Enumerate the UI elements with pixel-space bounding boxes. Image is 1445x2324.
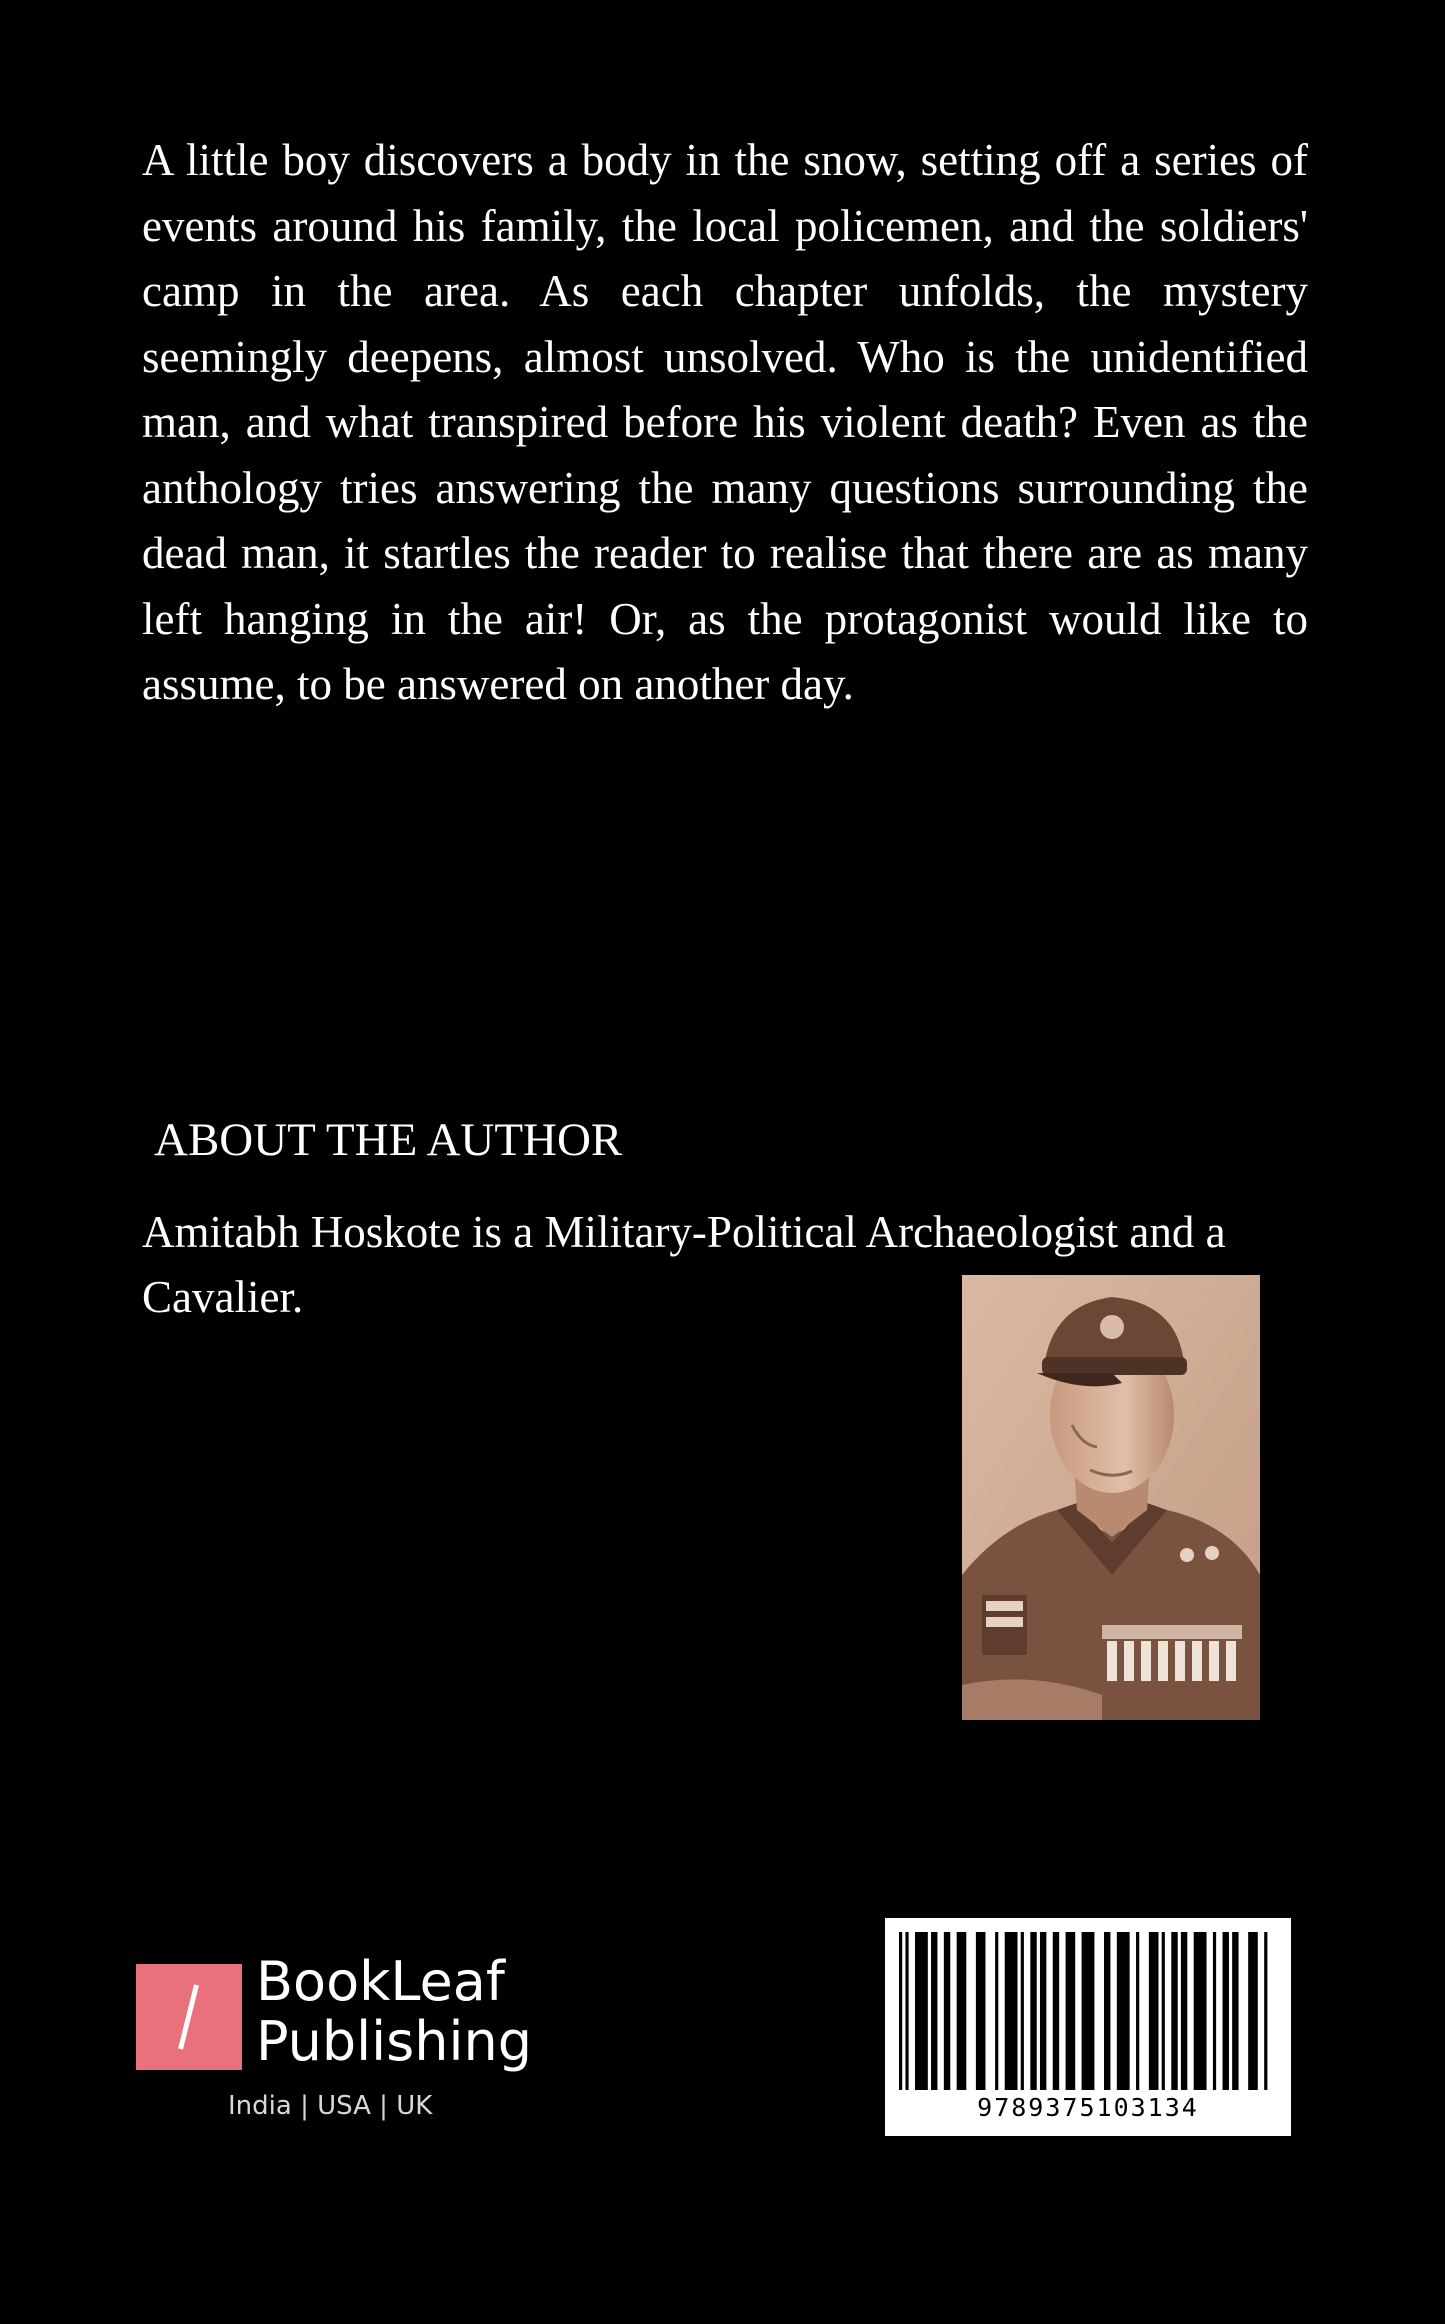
publisher-name-line1: BookLeaf <box>256 1950 505 2013</box>
about-author-heading: ABOUT THE AUTHOR <box>154 1114 623 1166</box>
publisher-regions: India | USA | UK <box>228 2091 433 2121</box>
slash-icon <box>136 1964 242 2070</box>
isbn-barcode <box>885 1918 1291 2136</box>
publisher-name <box>256 1952 532 2072</box>
isbn-number: 9789375103134 <box>977 2093 1199 2122</box>
cover-blurb: A little boy discovers a body in the snow, setting off a series of events around his family, the local policemen, and the soldiers' camp in the area. As each chapter unfolds, the mystery seemingly deepens, almost unsolved. Who is the unidentified man, and what transpired before his violent death? Even as the anthology tries answering the many questions surrounding the dead man, it startles the reader to realise that there are as many left hanging in the air! Or, as the protagonist would like to assume, to be answered on another day. <box>142 135 1308 709</box>
author-bio: Amitabh Hoskote is a Military-Political Archaeologist and a Cavalier. <box>142 1207 1226 1322</box>
publisher-name-line2: Publishing <box>256 2010 532 2073</box>
author-photo <box>962 1275 1260 1720</box>
barcode-bars <box>899 1932 1277 2090</box>
publisher-logo <box>136 1950 536 2144</box>
